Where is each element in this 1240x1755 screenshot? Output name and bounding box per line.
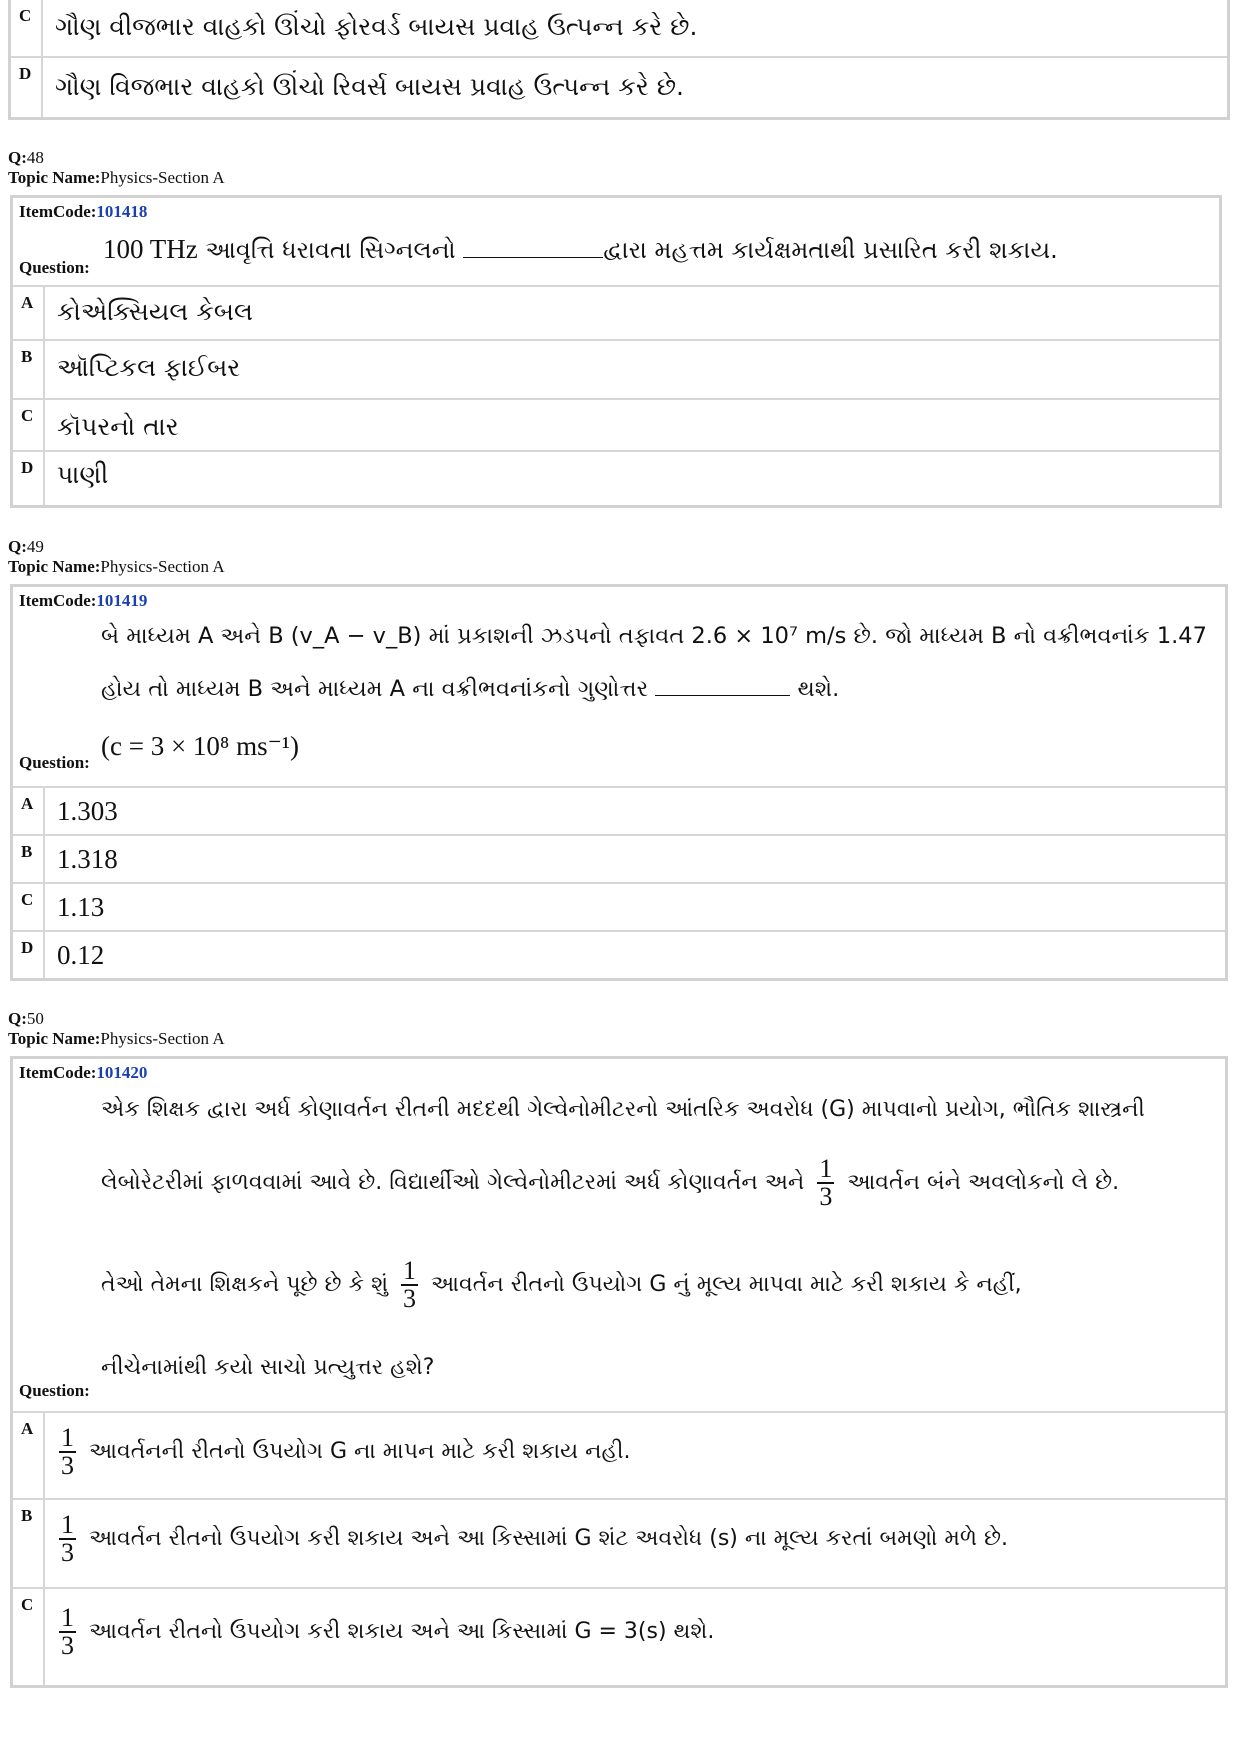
option-text: 1.318 xyxy=(57,844,118,874)
divider xyxy=(43,287,45,339)
item-code-value: 101419 xyxy=(96,591,148,610)
fraction xyxy=(817,1156,834,1210)
question-card xyxy=(10,195,1222,508)
divider xyxy=(43,1500,45,1587)
option-text-part: આવર્તન રીતનો ઉપયોગ કરી શકાય અને આ કિસ્સામાં G = 3(s) થશે. xyxy=(89,1619,715,1644)
option-row[interactable] xyxy=(13,450,1219,505)
divider xyxy=(43,836,45,882)
fraction-numerator: 1 xyxy=(403,1256,417,1285)
divider xyxy=(43,341,45,398)
question-part: આવૃત્તિ ધરાવતા સિગ્નલનો xyxy=(205,236,456,264)
q-number: 48 xyxy=(26,148,44,167)
question-header xyxy=(8,148,225,188)
topic-name: Physics-Section A xyxy=(100,1029,225,1048)
option-letter: A xyxy=(21,1419,34,1438)
question-line xyxy=(101,1258,1022,1312)
option-row[interactable] xyxy=(11,0,1227,56)
fraction xyxy=(59,1512,76,1566)
option-row[interactable] xyxy=(13,398,1219,450)
q-number-label: Q: xyxy=(8,1009,27,1028)
fraction-denominator: 3 xyxy=(403,1284,417,1313)
divider xyxy=(43,400,45,450)
option-text: ઑપ્ટિકલ ફાઈબર xyxy=(57,353,241,382)
option-text: 1.303 xyxy=(57,796,118,826)
question-number-part: 100 THz xyxy=(103,234,198,264)
answer-blank xyxy=(655,675,790,696)
fraction-denominator: 3 xyxy=(61,1538,74,1567)
fraction-numerator: 1 xyxy=(61,1603,74,1632)
option-letter: C xyxy=(21,1595,34,1614)
divider xyxy=(43,1413,45,1498)
divider xyxy=(41,0,43,56)
answer-blank xyxy=(463,237,603,258)
fraction-numerator: 1 xyxy=(61,1423,74,1452)
option-text: કૉપરનો તાર xyxy=(57,412,179,441)
divider xyxy=(43,884,45,930)
topic-label: Topic Name: xyxy=(8,1029,101,1048)
option-letter: C xyxy=(21,890,34,909)
option-row[interactable] xyxy=(13,339,1219,398)
fraction xyxy=(59,1425,76,1479)
question-part: હોય તો માધ્યમ B અને માધ્યમ A ના વક્રીભવનાંકનો ગુણોત્તર xyxy=(101,676,649,702)
question-part: લેબોરેટરીમાં ફાળવવામાં આવે છે. વિદ્યાર્થીઓ ગેલ્વેનોમીટરમાં અર્ધ કોણાવર્તન અને xyxy=(101,1170,805,1195)
option-row[interactable] xyxy=(13,930,1225,978)
question-text xyxy=(103,234,1058,265)
q-number: 49 xyxy=(26,537,44,556)
divider xyxy=(43,1589,45,1685)
item-code xyxy=(19,591,147,611)
option-text: પાણી xyxy=(57,460,109,489)
option-row[interactable] xyxy=(13,882,1225,930)
option-text-part: આવર્તન રીતનો ઉપયોગ કરી શકાય અને આ કિસ્સામાં G શંટ અવરોધ (s) ના મૂલ્ય કરતાં બમણો મળે છે. xyxy=(89,1526,1009,1551)
q-number-label: Q: xyxy=(8,148,27,167)
option-row[interactable] xyxy=(11,56,1227,117)
topic-name: Physics-Section A xyxy=(100,557,225,576)
option-row[interactable] xyxy=(13,285,1219,339)
option-text xyxy=(53,1425,630,1479)
option-row[interactable] xyxy=(13,1411,1225,1498)
option-text xyxy=(53,1512,1008,1566)
option-row[interactable] xyxy=(13,1498,1225,1587)
option-letter: C xyxy=(19,6,32,25)
question-part: આવર્તન રીતનો ઉપયોગ G નું મૂલ્ય માપવા માટે કરી શકાય કે નહીં, xyxy=(431,1272,1022,1297)
fraction-numerator: 1 xyxy=(61,1510,74,1539)
question-part: તેઓ તેમના શિક્ષકને પૂછે છે કે શું xyxy=(101,1272,389,1297)
option-text xyxy=(53,1605,714,1659)
question-line: એક શિક્ષક દ્વારા અર્ધ કોણાવર્તન રીતની મદદથી ગેલ્વેનોમીટરનો આંતરિક અવરોધ (G) માપવાનો પ્રયોગ, ભૌતિક શાસ્ત્રની xyxy=(101,1097,1145,1122)
option-row[interactable] xyxy=(13,1587,1225,1685)
option-row[interactable] xyxy=(13,786,1225,834)
option-text-part: આવર્તનની રીતનો ઉપયોગ G ના માપન માટે કરી શકાય નહી. xyxy=(89,1439,631,1464)
q-number: 50 xyxy=(26,1009,44,1028)
option-text: ગૌણ વીજભાર વાહકો ઊંચો ફોરવર્ડ બાયસ પ્રવાહ ઉત્પન્ન કરે છે. xyxy=(55,12,698,41)
option-letter: A xyxy=(21,293,34,312)
topic-label: Topic Name: xyxy=(8,168,101,187)
option-text: 0.12 xyxy=(57,940,105,970)
question-line: (c = 3 × 10⁸ ms⁻¹) xyxy=(101,731,299,761)
option-text: 1.13 xyxy=(57,892,105,922)
question-header xyxy=(8,537,225,577)
question-line: નીચેનામાંથી કયો સાચો પ્રત્યુત્તર હશે? xyxy=(101,1355,435,1380)
question-line xyxy=(101,1156,1119,1210)
item-code xyxy=(19,202,147,222)
option-letter: C xyxy=(21,406,34,425)
item-code-label: ItemCode: xyxy=(19,202,97,221)
option-text: કોએક્સિયલ કેબલ xyxy=(57,297,253,326)
divider xyxy=(43,788,45,834)
option-letter: B xyxy=(21,347,33,366)
fraction-denominator: 3 xyxy=(61,1631,74,1660)
fraction-numerator: 1 xyxy=(819,1154,833,1183)
option-letter: D xyxy=(19,64,32,83)
fraction xyxy=(401,1258,418,1312)
option-text: ગૌણ વિજભાર વાહકો ઊંચો રિવર્સ બાયસ પ્રવાહ ઉત્પન્ન કરે છે. xyxy=(55,72,684,101)
question-header xyxy=(8,1009,225,1049)
question-card xyxy=(10,1056,1228,1688)
option-letter: D xyxy=(21,938,34,957)
question-label: Question: xyxy=(19,1381,90,1400)
question-part: થશે. xyxy=(797,676,840,702)
item-code xyxy=(19,1063,147,1083)
divider xyxy=(41,58,43,117)
fraction xyxy=(59,1605,76,1659)
option-row[interactable] xyxy=(13,834,1225,882)
topic-name: Physics-Section A xyxy=(100,168,225,187)
item-code-label: ItemCode: xyxy=(19,1063,97,1082)
divider xyxy=(43,932,45,978)
fraction-denominator: 3 xyxy=(61,1451,74,1480)
q-number-label: Q: xyxy=(8,537,27,556)
question-part: આવર્તન બંને અવલોકનો લે છે. xyxy=(847,1170,1120,1195)
divider xyxy=(43,452,45,505)
fraction-denominator: 3 xyxy=(819,1182,833,1211)
option-letter: A xyxy=(21,794,34,813)
question-label: Question: xyxy=(19,258,90,277)
question-label: Question: xyxy=(19,753,90,772)
item-code-label: ItemCode: xyxy=(19,591,97,610)
question-card xyxy=(10,584,1228,981)
item-code-value: 101418 xyxy=(96,202,148,221)
question-part: દ્વારા મહત્તમ કાર્યક્ષમતાથી પ્રસારિત કરી શકાય. xyxy=(603,236,1058,264)
item-code-value: 101420 xyxy=(96,1063,148,1082)
question-line: બે માધ્યમ A અને B (v_A − v_B) માં પ્રકાશની ઝડપનો તફાવત 2.6 × 10⁷ m/s છે. જો માધ્યમ B નો વક્રીભવનાંક 1.47 xyxy=(101,623,1207,649)
topic-label: Topic Name: xyxy=(8,557,101,576)
option-letter: D xyxy=(21,458,34,477)
option-letter: B xyxy=(21,1506,33,1525)
option-letter: B xyxy=(21,842,33,861)
question-line xyxy=(101,675,839,702)
prev-question-options xyxy=(8,0,1230,120)
